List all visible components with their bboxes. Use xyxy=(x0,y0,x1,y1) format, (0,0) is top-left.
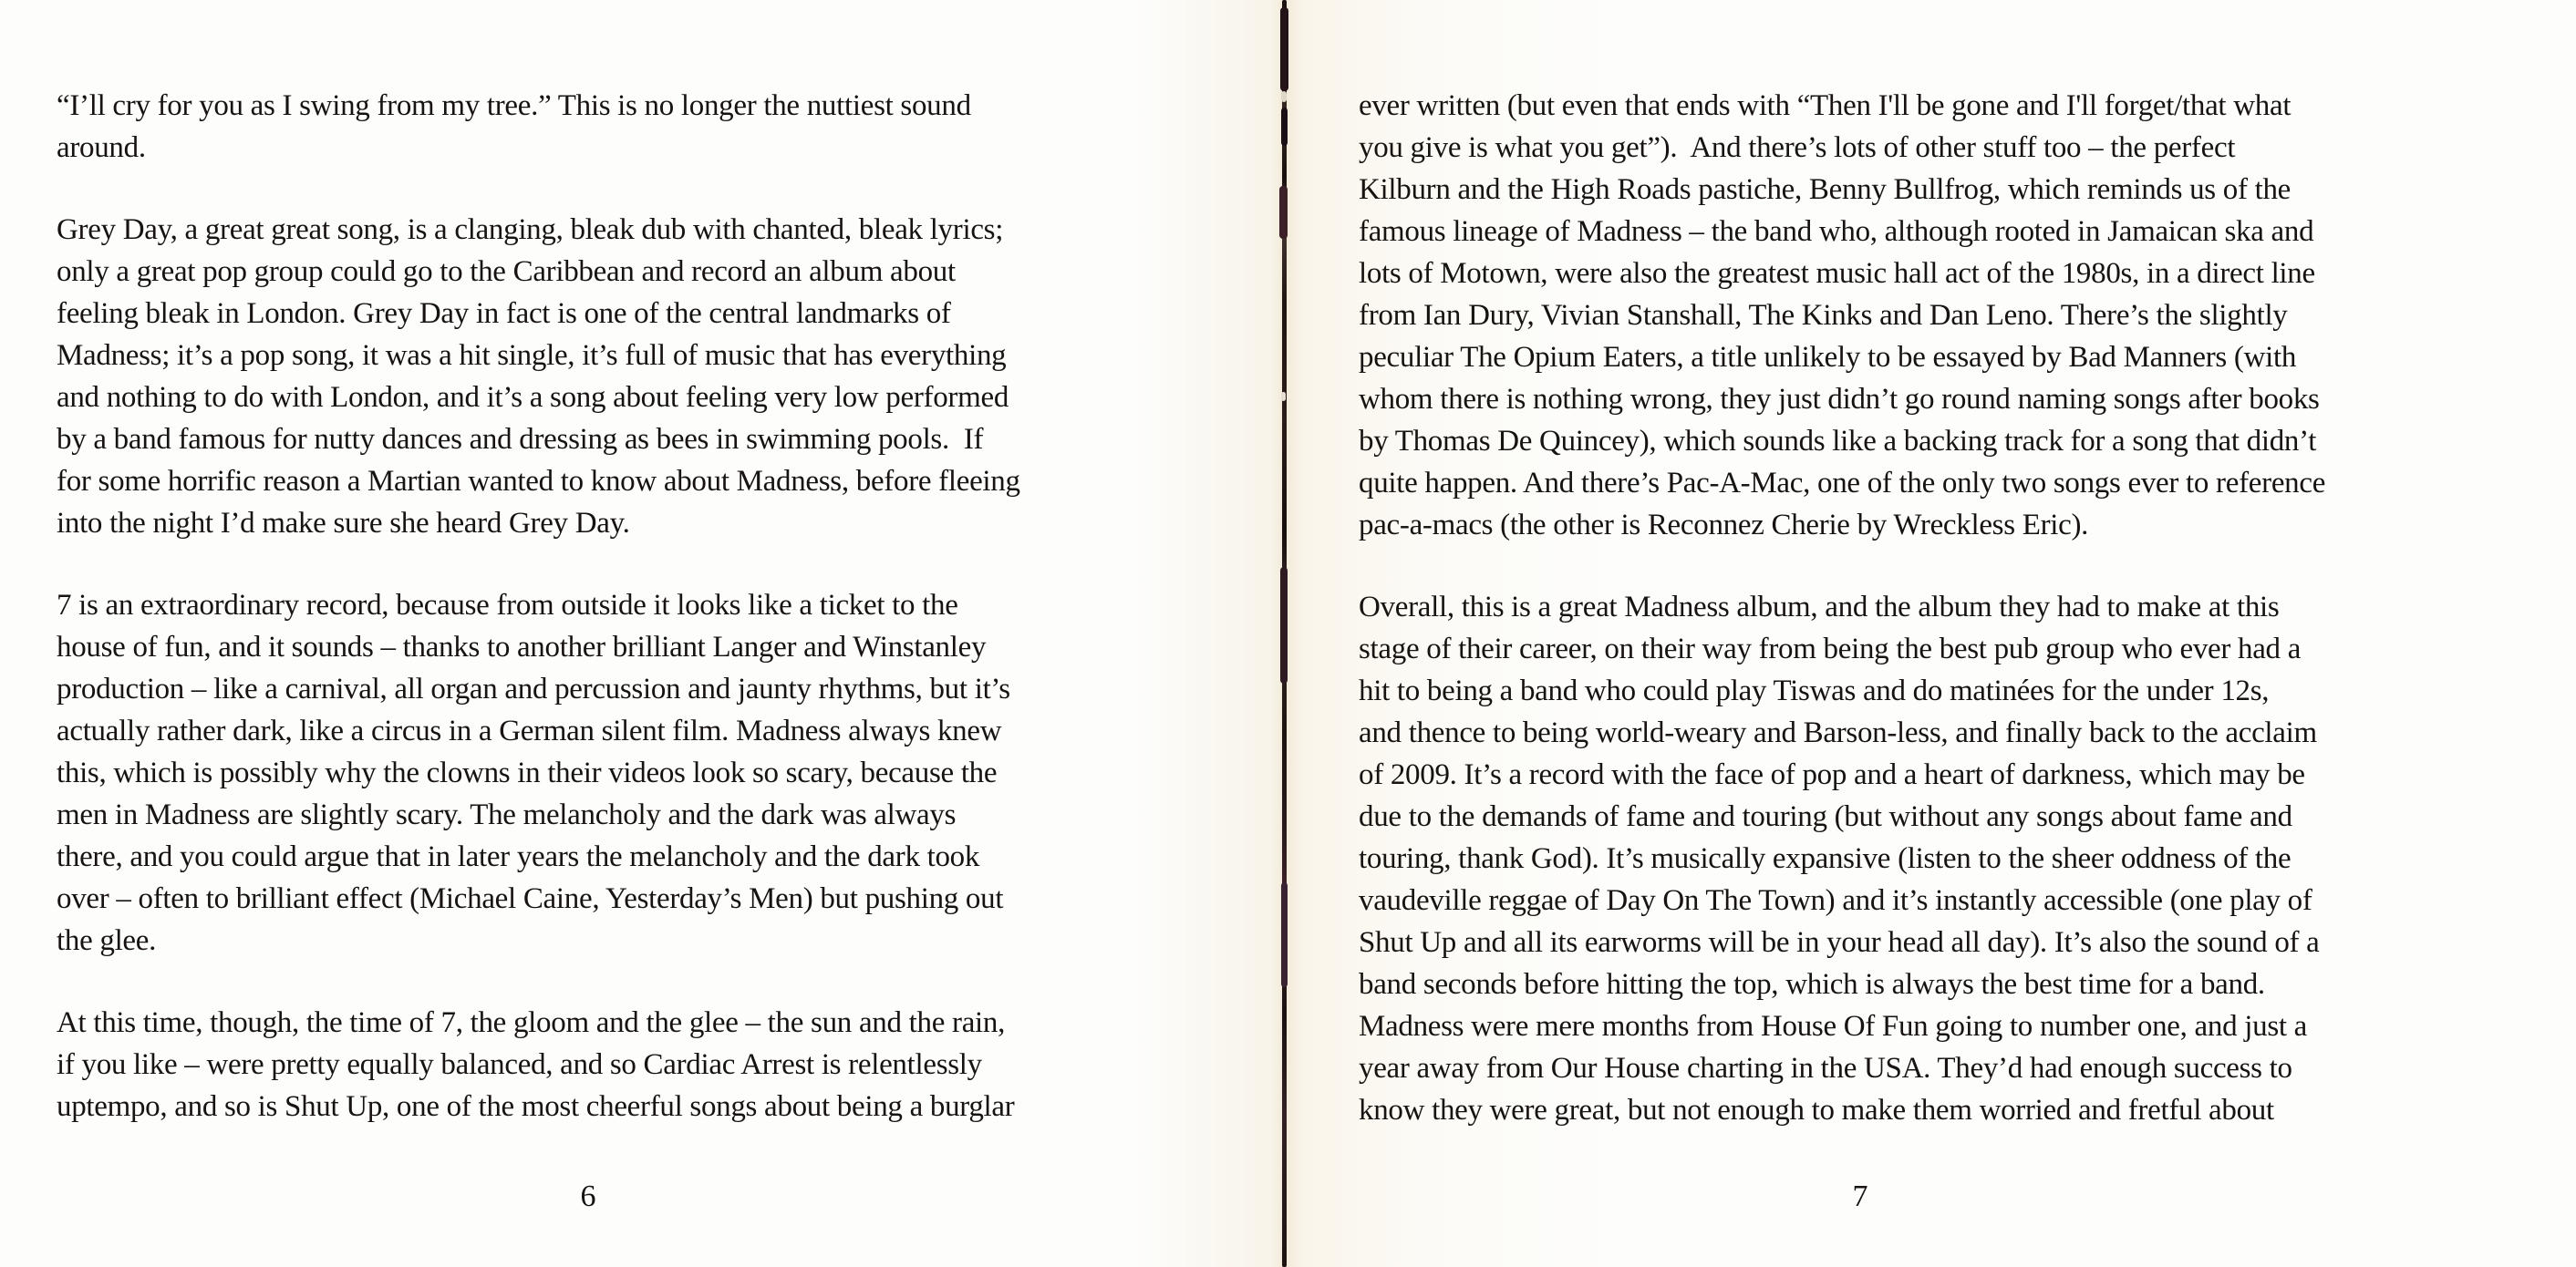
spine-segment xyxy=(1280,567,1288,684)
text-line: around. xyxy=(57,131,146,164)
text-line: quite happen. And there’s Pac-A-Mac, one of the only two songs ever to reference xyxy=(1359,467,2326,500)
text-line: lots of Motown, were also the greatest music hall act of the 1980s, in a direct line xyxy=(1359,257,2315,290)
text-line: know they were great, but not enough to make them worried and fretful about xyxy=(1359,1094,2274,1127)
text-line: uptempo, and so is Shut Up, one of the most cheerful songs about being a burglar xyxy=(57,1090,1015,1123)
text-line: of 2009. It’s a record with the face of pop and a heart of darkness, which may be xyxy=(1359,758,2305,791)
text-line: and nothing to do with London, and it’s a song about feeling very low performed xyxy=(57,381,1009,414)
spine-segment xyxy=(1279,186,1288,239)
paragraph xyxy=(57,85,1233,169)
text-line: house of fun, and it sounds – thanks to another brilliant Langer and Winstanley xyxy=(57,631,987,664)
text-line: 7 is an extraordinary record, because from outside it looks like a ticket to the xyxy=(57,589,958,622)
text-line: band seconds before hitting the top, which is always the best time for a band. xyxy=(1359,968,2265,1001)
text-line: you give is what you get”). And there’s lots of other stuff too – the perfect xyxy=(1359,131,2236,164)
text-line: and thence to being world-weary and Barson-less, and finally back to the acclaim xyxy=(1359,716,2317,749)
text-line: feeling bleak in London. Grey Day in fact is one of the central landmarks of xyxy=(57,297,951,330)
text-line: touring, thank God). It’s musically expansive (listen to the sheer oddness of the xyxy=(1359,842,2292,875)
text-line: if you like – were pretty equally balanced, and so Cardiac Arrest is relentlessly xyxy=(57,1048,982,1081)
text-line: whom there is nothing wrong, they just didn’t go round naming songs after books xyxy=(1359,383,2320,416)
paragraph xyxy=(1359,85,2496,546)
right-page-number: 7 xyxy=(1852,1179,1868,1213)
paragraph xyxy=(57,1002,1233,1128)
text-line: this, which is possibly why the clowns in their videos look so scary, because the xyxy=(57,757,998,789)
text-line: only a great pop group could go to the Caribbean and record an album about xyxy=(57,255,956,288)
text-line: ever written (but even that ends with “Then I'll be gone and I'll forget/that what xyxy=(1359,89,2292,122)
spine-gap xyxy=(1281,91,1287,102)
text-line: due to the demands of fame and touring (but without any songs about fame and xyxy=(1359,800,2292,833)
text-line: Madness; it’s a pop song, it was a hit single, it’s full of music that has everything xyxy=(57,339,1007,372)
text-line: peculiar The Opium Eaters, a title unlikely to be essayed by Bad Manners (with xyxy=(1359,341,2297,374)
text-line: pac-a-macs (the other is Reconnez Cherie by Wreckless Eric). xyxy=(1359,509,2089,541)
paragraph xyxy=(57,584,1233,962)
text-line: by a band famous for nutty dances and dressing as bees in swimming pools. If xyxy=(57,423,984,456)
left-page-number: 6 xyxy=(580,1179,596,1213)
text-line: Kilburn and the High Roads pastiche, Benny Bullfrog, which reminds us of the xyxy=(1359,173,2292,206)
text-line: vaudeville reggae of Day On The Town) and it’s instantly accessible (one play of xyxy=(1359,884,2312,917)
spine-segment xyxy=(1281,882,1288,987)
text-line: Grey Day, a great great song, is a clanging, bleak dub with chanted, bleak lyrics; xyxy=(57,213,1004,246)
left-page-text xyxy=(57,85,1233,1128)
text-line: hit to being a band who could play Tiswas and do matinées for the under 12s, xyxy=(1359,675,2270,707)
left-page xyxy=(0,0,1283,1267)
text-line: men in Madness are slightly scary. The melancholy and the dark was always xyxy=(57,798,957,831)
paragraph xyxy=(1359,586,2496,1131)
text-line: into the night I’d make sure she heard Grey Day. xyxy=(57,507,630,540)
text-line: “I’ll cry for you as I swing from my tree.” This is no longer the nuttiest sound xyxy=(57,89,971,122)
text-line: Madness were mere months from House Of Fun going to number one, and just a xyxy=(1359,1010,2308,1043)
spine-segment xyxy=(1281,108,1288,146)
text-line: Overall, this is a great Madness album, and the album they had to make at this xyxy=(1359,591,2280,623)
right-page-text xyxy=(1359,85,2496,1131)
text-line: for some horrific reason a Martian wanted to know about Madness, before fleeing xyxy=(57,465,1020,498)
text-line: At this time, though, the time of 7, the gloom and the glee – the sun and the rain, xyxy=(57,1006,1006,1039)
text-line: the glee. xyxy=(57,924,157,957)
text-line: over – often to brilliant effect (Michael Caine, Yesterday’s Men) but pushing out xyxy=(57,882,1004,915)
text-line: actually rather dark, like a circus in a German silent film. Madness always knew xyxy=(57,715,1002,747)
text-line: famous lineage of Madness – the band who, although rooted in Jamaican ska and xyxy=(1359,215,2314,248)
spine-gap xyxy=(1281,392,1286,401)
text-line: by Thomas De Quincey), which sounds like a backing track for a song that didn’t xyxy=(1359,425,2317,458)
text-line: year away from Our House charting in the USA. They’d had enough success to xyxy=(1359,1052,2292,1085)
text-line: production – like a carnival, all organ and percussion and jaunty rhythms, but it’s xyxy=(57,673,1010,706)
spine-segment xyxy=(1280,7,1288,91)
text-line: Shut Up and all its earworms will be in your head all day). It’s also the sound of a xyxy=(1359,926,2320,959)
right-page xyxy=(1288,0,2576,1267)
text-line: stage of their career, on their way from being the best pub group who ever had a xyxy=(1359,633,2302,665)
text-line: there, and you could argue that in later years the melancholy and the dark took xyxy=(57,840,980,873)
text-line: from Ian Dury, Vivian Stanshall, The Kinks and Dan Leno. There’s the slightly xyxy=(1359,299,2288,332)
paragraph xyxy=(57,209,1233,544)
